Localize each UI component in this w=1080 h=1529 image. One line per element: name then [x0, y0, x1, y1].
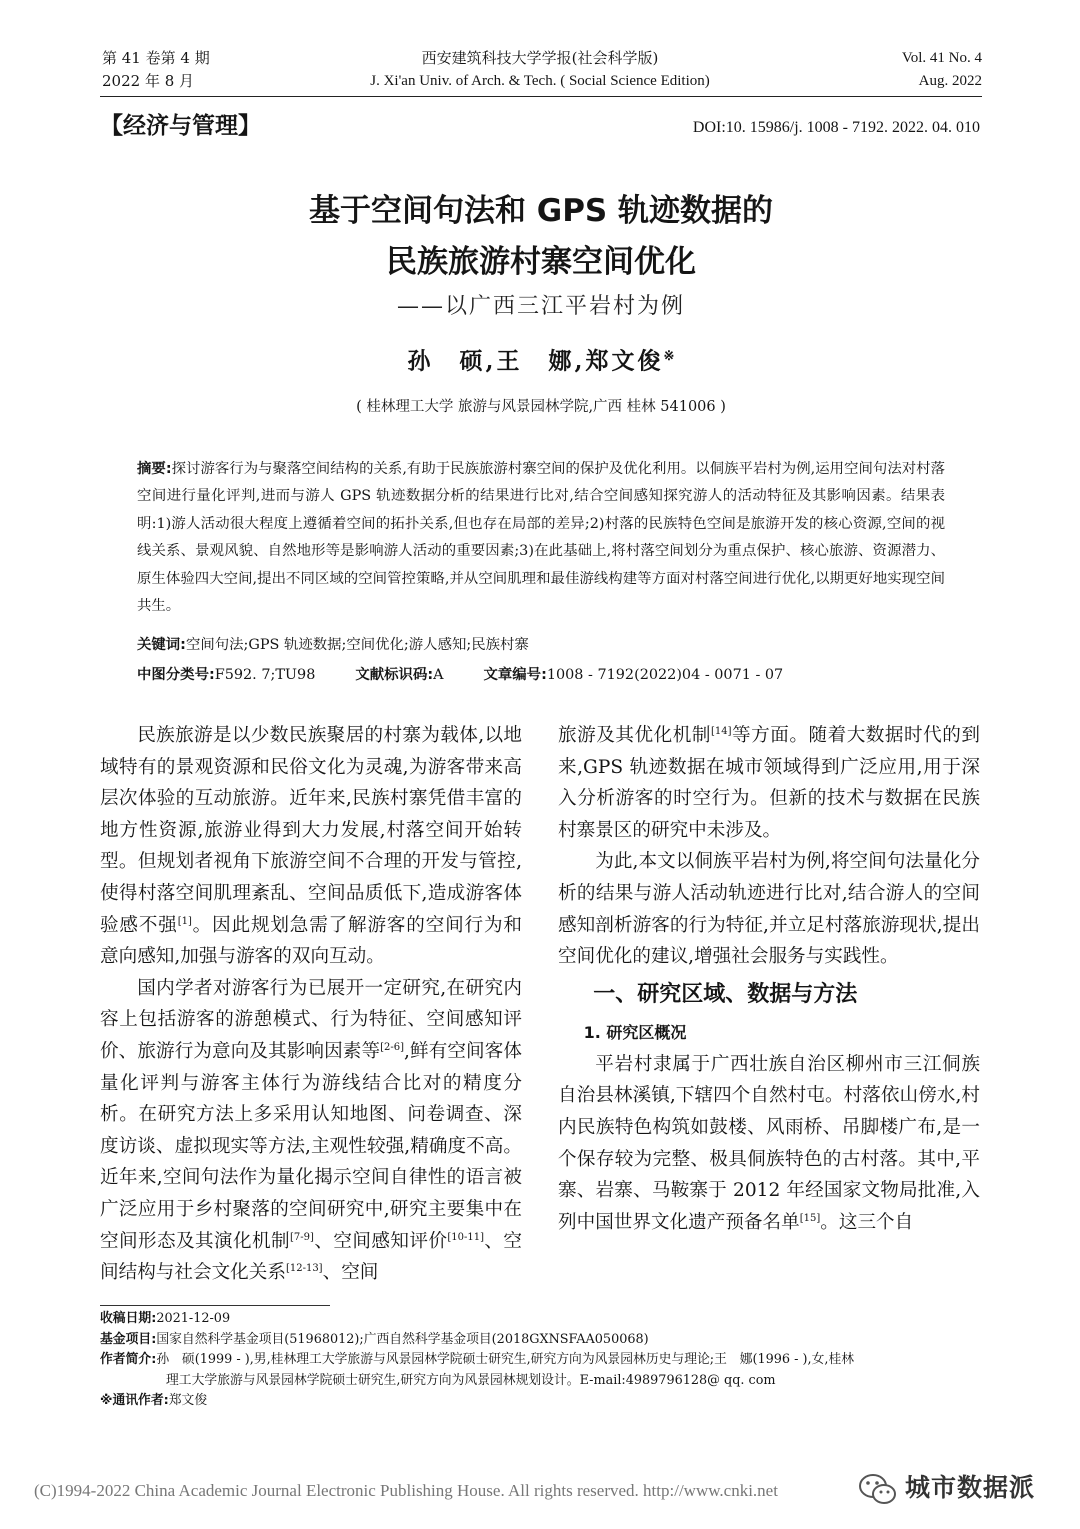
citation[interactable]: [2-6] — [380, 1041, 405, 1053]
author-names: 孙 硕,王 娜,郑文俊 — [407, 347, 664, 375]
section-heading: 一、研究区域、数据与方法 — [593, 981, 858, 1007]
volume-number: Vol. 41 No. 4 — [901, 50, 982, 66]
received-date: 收稿日期:2021-12-09 — [100, 1311, 231, 1326]
clc-value: F592. 7;TU98 — [214, 667, 316, 683]
paragraph: 为此,本文以侗族平岩村为例,将空间句法量化分析的结果与游人活动轨迹进行比对,结合游人的空间感知剖析游客的行为特征,并立足村落旅游现状,提出空间优化的建议,增强社会服务与实践性。 — [558, 851, 980, 968]
volume-date: Aug. 2022 — [918, 73, 982, 89]
corresponding-author: ※通讯作者:郑文俊 — [100, 1393, 208, 1408]
authors — [100, 339, 982, 380]
copyright-notice: (C)1994-2022 China Academic Journal Electronic Publishing House. All rights reserved. http://www.cnki.net — [34, 1481, 778, 1500]
watermark-text: 城市数据派 — [905, 1473, 1036, 1502]
clc-label: 中图分类号: — [137, 667, 215, 683]
footnotes — [100, 1309, 982, 1412]
body-column-right — [558, 720, 980, 1238]
abstract — [137, 456, 945, 620]
citation[interactable]: [15] — [799, 1212, 821, 1224]
wechat-icon — [858, 1472, 898, 1508]
title-line-1: 基于空间句法和 GPS 轨迹数据的 — [308, 193, 774, 229]
citation[interactable]: [12-13] — [285, 1262, 323, 1274]
doi[interactable]: DOI:10. 15986/j. 1008 - 7192. 2022. 04. 010 — [692, 119, 980, 136]
citation[interactable]: [7-9] — [290, 1231, 314, 1243]
keywords-text: 空间句法;GPS 轨迹数据;空间优化;游人感知;民族村寨 — [185, 637, 529, 653]
abstract-text: 探讨游客行为与聚落空间结构的关系,有助于民族旅游村寨空间的保护及优化利用。以侗族平岩村为例,运用空间句法对村落空间进行量化评判,进而与游人 GPS 轨迹数据分析的结果进行比对,结合空间感知探究游人的活动特征及其影响因素。结果表明:1)游人活动很大程度上遵循着空间的拓扑关系,但也存在局部的差异;2)村落的民族特色空间是旅游开发的核心资源,空间的视线关系、景观风貌、自然地形等是影响游人活动的重要因素;3)在此基础上,将村落空间划分为重点保护、核心旅游、资源潜力、原生体验四大空间,提出不同区域的空间管控策略,并从空间肌理和最佳游线构建等方面对村落空间进行优化,以期更好地实现空间共生。 — [137, 461, 945, 615]
sub-heading: 1. 研究区概况 — [583, 1022, 687, 1042]
citation[interactable]: [10-11] — [447, 1231, 484, 1243]
body-column-left — [100, 720, 522, 1289]
subtitle: ——以广西三江平岩村为例 — [396, 294, 685, 319]
journal-issue — [102, 47, 210, 93]
paragraph: 旅游及其优化机制[14]等方面。随着大数据时代的到来,GPS 轨迹数据在城市领域得到广泛应用,用于深入分析游客的时空行为。但新的技术与数据在民族村寨景区的研究中未涉及。 — [558, 725, 980, 841]
affiliation: ( 桂林理工大学 旅游与风景园林学院,广西 桂林 541006 ) — [356, 399, 726, 415]
citation[interactable]: [1] — [177, 915, 192, 927]
keywords-label: 关键词: — [137, 637, 186, 653]
journal-volume-en — [760, 47, 982, 93]
title-line-2: 民族旅游村寨空间优化 — [386, 244, 696, 280]
doc-code-value: A — [433, 667, 444, 683]
article-number-value: 1008 - 7192(2022)04 - 0071 - 07 — [546, 667, 784, 683]
paragraph: 民族旅游是以少数民族聚居的村寨为载体,以地域特有的景观资源和民俗文化为灵魂,为游客带来高层次体验的互动旅游。近年来,民族村寨凭借丰富的地方性资源,旅游业得到大力发展,村落空间开始转型。但规划者视角下旅游空间不合理的开发与管控,使得村落空间肌理紊乱、空间品质低下,造成游客体验感不强[1]。因此规划急需了解游客的空间行为和意向感知,加强与游客的双向互动。 — [100, 725, 522, 968]
issue-date: 2022 年 8 月 — [102, 72, 195, 90]
journal-name-en: J. Xi'an Univ. of Arch. & Tech. ( Social Science Edition) — [370, 73, 710, 89]
article-number-label: 文章编号: — [483, 667, 547, 683]
journal-name — [300, 47, 780, 93]
fund-info: 基金项目:国家自然科学基金项目(51968012);广西自然科学基金项目(2018GXNSFAA050068) — [100, 1331, 649, 1347]
citation[interactable]: [14] — [710, 725, 732, 737]
header-rule — [100, 96, 982, 97]
classification-line — [137, 662, 945, 688]
author-bio-continued: 理工大学旅游与风景园林学院硕士研究生,研究方向为风景园林规划设计。E-mail:4989796128@ qq. com — [166, 1372, 776, 1388]
keywords — [137, 632, 945, 658]
section-tag: 【经济与管理】 — [100, 113, 261, 139]
abstract-label: 摘要: — [137, 461, 172, 477]
paragraph: 国内学者对游客行为已展开一定研究,在研究内容上包括游客的游憩模式、行为特征、空间感知评价、旅游行为意向及其影响因素等[2-6],鲜有空间客体量化评判与游客主体行为游线结合比对的精度分析。在研究方法上多采用认知地图、问卷调查、深度访谈、虚拟现实等方法,主观性较强,精确度不高。近年来,空间句法作为量化揭示空间自律性的语言被广泛应用于乡村聚落的空间研究中,研究主要集中在空间形态及其演化机制[7-9]、空间感知评价[10-11]、空间结构与社会文化关系[12-13]、空间 — [100, 977, 522, 1284]
corresponding-mark: ※ — [663, 349, 675, 364]
footnote-rule — [100, 1305, 330, 1306]
doc-code-label: 文献标识码: — [355, 667, 434, 683]
issue-volume: 第 41 卷第 4 期 — [102, 49, 210, 67]
paragraph: 平岩村隶属于广西壮族自治区柳州市三江侗族自治县林溪镇,下辖四个自然村屯。村落依山傍水,村内民族特色构筑如鼓楼、风雨桥、吊脚楼广布,是一个保存较为完整、极具侗族特色的古村落。其中,平寨、岩寨、马鞍寨于 2012 年经国家文物局批准,入列中国世界文化遗产预备名单[15]。这三个自 — [558, 1053, 980, 1233]
author-bio: 作者简介:孙 硕(1999 - ),男,桂林理工大学旅游与风景园林学院硕士研究生,研究方向为风景园林历史与理论;王 娜(1996 - ),女,桂林 — [100, 1352, 855, 1367]
journal-name-cn: 西安建筑科技大学学报(社会科学版) — [421, 49, 659, 67]
